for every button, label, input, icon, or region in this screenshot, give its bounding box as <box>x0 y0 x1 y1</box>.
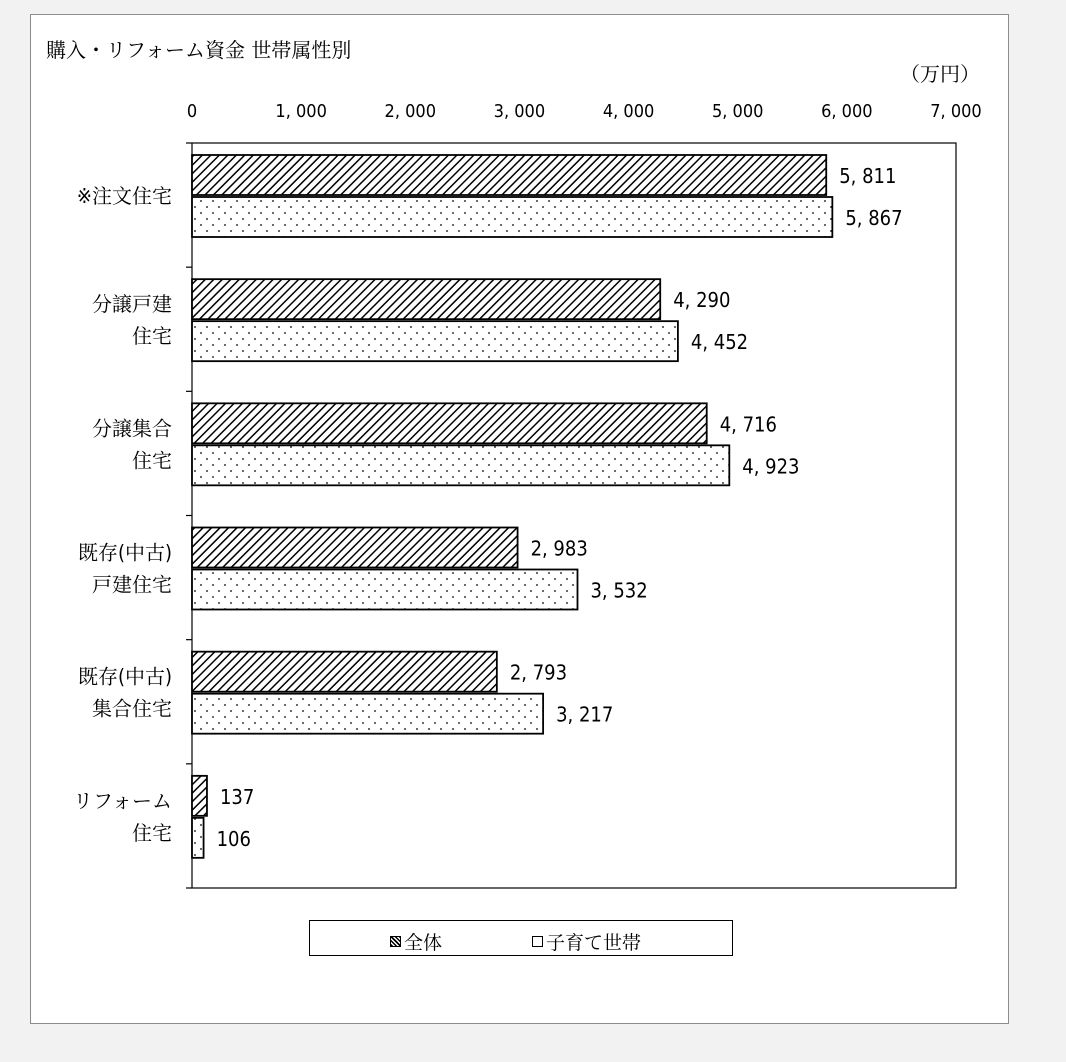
plot-border <box>192 143 956 888</box>
data-label: 137 <box>219 784 255 809</box>
data-label: 4, 290 <box>673 288 731 313</box>
category-label: 住宅 <box>132 324 172 349</box>
chart-title: 購入・リフォーム資金 世帯属性別 <box>46 38 352 62</box>
bar-childrearing <box>192 694 543 734</box>
legend-item-all <box>390 928 442 955</box>
bar-childrearing <box>192 321 678 361</box>
bar-childrearing <box>192 445 729 485</box>
bar-childrearing <box>192 818 204 858</box>
category-label: 既存(中古) <box>77 540 172 565</box>
bar-all <box>192 652 497 692</box>
category-label: 分譲集合 <box>92 416 172 441</box>
data-label: 5, 867 <box>845 206 903 230</box>
x-tick-label: 2, 000 <box>384 101 437 122</box>
bar-childrearing <box>192 197 832 237</box>
x-tick-label: 6, 000 <box>821 101 873 122</box>
plot-area <box>73 101 982 888</box>
data-label: 4, 452 <box>690 330 749 355</box>
data-label: 4, 923 <box>742 454 800 479</box>
x-tick-label: 0 <box>186 101 198 122</box>
data-label: 106 <box>216 826 251 851</box>
category-label: 戸建住宅 <box>92 572 172 597</box>
category-label: 既存(中古) <box>77 664 172 689</box>
unit-label: （万円） <box>900 62 980 86</box>
data-label: 2, 793 <box>509 660 568 685</box>
category-label: リフォーム <box>73 788 172 813</box>
x-tick-label: 5, 000 <box>711 101 764 122</box>
category-label: 住宅 <box>132 820 172 845</box>
bar-all <box>192 155 826 195</box>
x-tick-label: 7, 000 <box>930 101 982 122</box>
data-label: 3, 217 <box>556 702 614 727</box>
bar-all <box>192 528 518 568</box>
x-tick-label: 3, 000 <box>493 101 546 122</box>
bar-all <box>192 776 207 816</box>
legend <box>309 920 733 956</box>
category-label: ※注文住宅 <box>76 184 172 208</box>
data-label: 3, 532 <box>590 578 648 603</box>
category-label: 住宅 <box>132 448 172 473</box>
bar-all <box>192 279 660 319</box>
legend-label-all: 全体 <box>404 932 443 954</box>
legend-item-childrearing <box>532 928 641 955</box>
data-label: 4, 716 <box>719 412 777 437</box>
data-label: 2, 983 <box>530 536 588 561</box>
category-label: 分譲戸建 <box>92 292 172 317</box>
hatch-swatch-icon <box>390 936 401 947</box>
dots-swatch-icon <box>532 936 543 947</box>
legend-label-childrearing: 子育て世帯 <box>546 932 642 954</box>
bar-all <box>192 403 707 443</box>
bar-childrearing <box>192 570 577 610</box>
data-label: 5, 811 <box>839 164 897 188</box>
x-tick-label: 4, 000 <box>602 101 655 122</box>
category-label: 集合住宅 <box>92 696 172 721</box>
x-tick-label: 1, 000 <box>275 101 327 122</box>
